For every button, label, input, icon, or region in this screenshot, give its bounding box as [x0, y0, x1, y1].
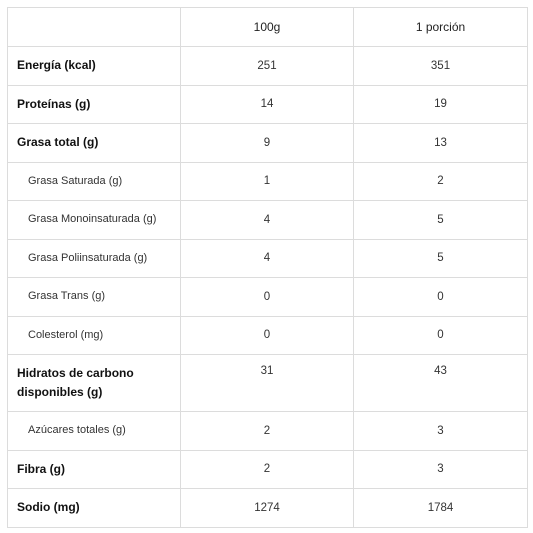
value-per-100g: 1274 — [181, 489, 354, 528]
table-row — [8, 278, 528, 317]
table-row — [8, 489, 528, 528]
value-per-portion: 43 — [354, 355, 528, 412]
value-per-portion: 351 — [354, 47, 528, 86]
value-per-portion: 5 — [354, 201, 528, 240]
value-per-100g: 2 — [181, 412, 354, 451]
table-row — [8, 412, 528, 451]
nutrient-name: Energía (kcal) — [8, 47, 181, 86]
value-per-portion: 1784 — [354, 489, 528, 528]
value-per-100g: 4 — [181, 201, 354, 240]
value-per-portion: 3 — [354, 412, 528, 451]
value-per-portion: 0 — [354, 278, 528, 317]
value-per-portion: 5 — [354, 239, 528, 278]
nutrient-name: Fibra (g) — [8, 450, 181, 489]
table-row — [8, 201, 528, 240]
table-row — [8, 355, 528, 412]
nutrition-table — [7, 7, 528, 528]
nutrient-name: Grasa Trans (g) — [8, 278, 181, 317]
table-header-row — [8, 8, 528, 47]
nutrient-name: Proteínas (g) — [8, 85, 181, 124]
value-per-portion: 19 — [354, 85, 528, 124]
table-row — [8, 316, 528, 355]
header-empty-cell — [8, 8, 181, 47]
table-row — [8, 47, 528, 86]
value-per-100g: 251 — [181, 47, 354, 86]
nutrient-name: Azúcares totales (g) — [8, 412, 181, 451]
nutrient-name: Hidratos de carbono disponibles (g) — [8, 355, 181, 412]
value-per-100g: 0 — [181, 316, 354, 355]
value-per-100g: 0 — [181, 278, 354, 317]
header-per-100g: 100g — [181, 8, 354, 47]
value-per-100g: 9 — [181, 124, 354, 163]
header-per-portion: 1 porción — [354, 8, 528, 47]
table-row — [8, 162, 528, 201]
value-per-100g: 1 — [181, 162, 354, 201]
value-per-100g: 14 — [181, 85, 354, 124]
value-per-portion: 13 — [354, 124, 528, 163]
nutrient-name: Colesterol (mg) — [8, 316, 181, 355]
nutrient-name: Grasa total (g) — [8, 124, 181, 163]
nutrient-name: Sodio (mg) — [8, 489, 181, 528]
value-per-100g: 4 — [181, 239, 354, 278]
value-per-portion: 0 — [354, 316, 528, 355]
table-row — [8, 450, 528, 489]
table-row — [8, 124, 528, 163]
value-per-100g: 31 — [181, 355, 354, 412]
nutrient-name: Grasa Saturada (g) — [8, 162, 181, 201]
nutrient-name: Grasa Poliinsaturada (g) — [8, 239, 181, 278]
table-row — [8, 239, 528, 278]
value-per-100g: 2 — [181, 450, 354, 489]
value-per-portion: 2 — [354, 162, 528, 201]
value-per-portion: 3 — [354, 450, 528, 489]
nutrient-name: Grasa Monoinsaturada (g) — [8, 201, 181, 240]
table-row — [8, 85, 528, 124]
